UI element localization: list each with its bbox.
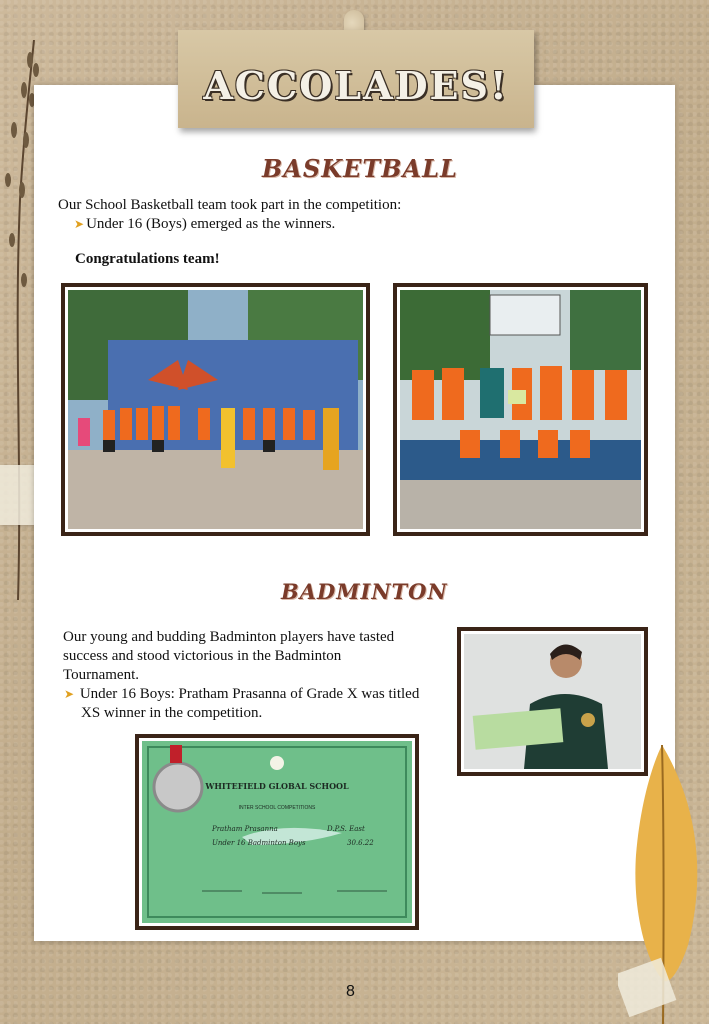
basketball-intro: Our School Basketball team took part in the competition: — [58, 197, 402, 213]
basketball-photo-1 — [61, 283, 370, 536]
arrow-bullet-icon: ➤ — [64, 687, 75, 701]
certificate-subtitle: INTER SCHOOL COMPETITIONS — [238, 805, 316, 811]
badminton-para-line-1: Our young and budding Badminton players have tasted — [63, 629, 395, 645]
page-title: ACCOLADES! — [203, 62, 509, 108]
basketball-bullet-text: Under 16 (Boys) emerged as the winners. — [86, 216, 336, 232]
badminton-heading: BADMINTON — [281, 579, 448, 604]
badminton-bullet-line-2: XS winner in the competition. — [81, 705, 263, 721]
dried-leaf-decoration — [618, 745, 709, 1024]
certificate-photo — [135, 734, 419, 930]
badminton-para-line-2: success and stood victorious in the Badminton — [63, 648, 342, 664]
court-photo-image — [400, 290, 641, 529]
basketball-heading: BASKETBALL — [262, 154, 458, 183]
basketball-congrats: Congratulations team! — [75, 251, 220, 267]
team-photo-image — [68, 290, 363, 529]
basketball-photo-2 — [393, 283, 648, 536]
page-number: 8 — [346, 983, 355, 1000]
certificate-school-entry: D.P.S. East — [327, 825, 365, 833]
badminton-para-line-3: Tournament. — [63, 667, 140, 683]
certificate-name: Pratham Prasanna — [212, 825, 278, 833]
certificate-date: 30.6.22 — [347, 839, 374, 847]
badminton-bullet-text: Under 16 Boys: Pratham Prasanna of Grade X was titled — [79, 686, 420, 702]
basketball-bullet — [74, 216, 335, 233]
player-photo-image — [464, 634, 641, 769]
title-plaque — [178, 30, 534, 128]
arrow-bullet-icon: ➤ — [74, 217, 85, 231]
certificate-school: WHITEFIELD GLOBAL SCHOOL — [205, 781, 349, 791]
certificate-category: Under 16 Badminton Boys — [212, 839, 306, 847]
badminton-bullet — [64, 686, 419, 703]
